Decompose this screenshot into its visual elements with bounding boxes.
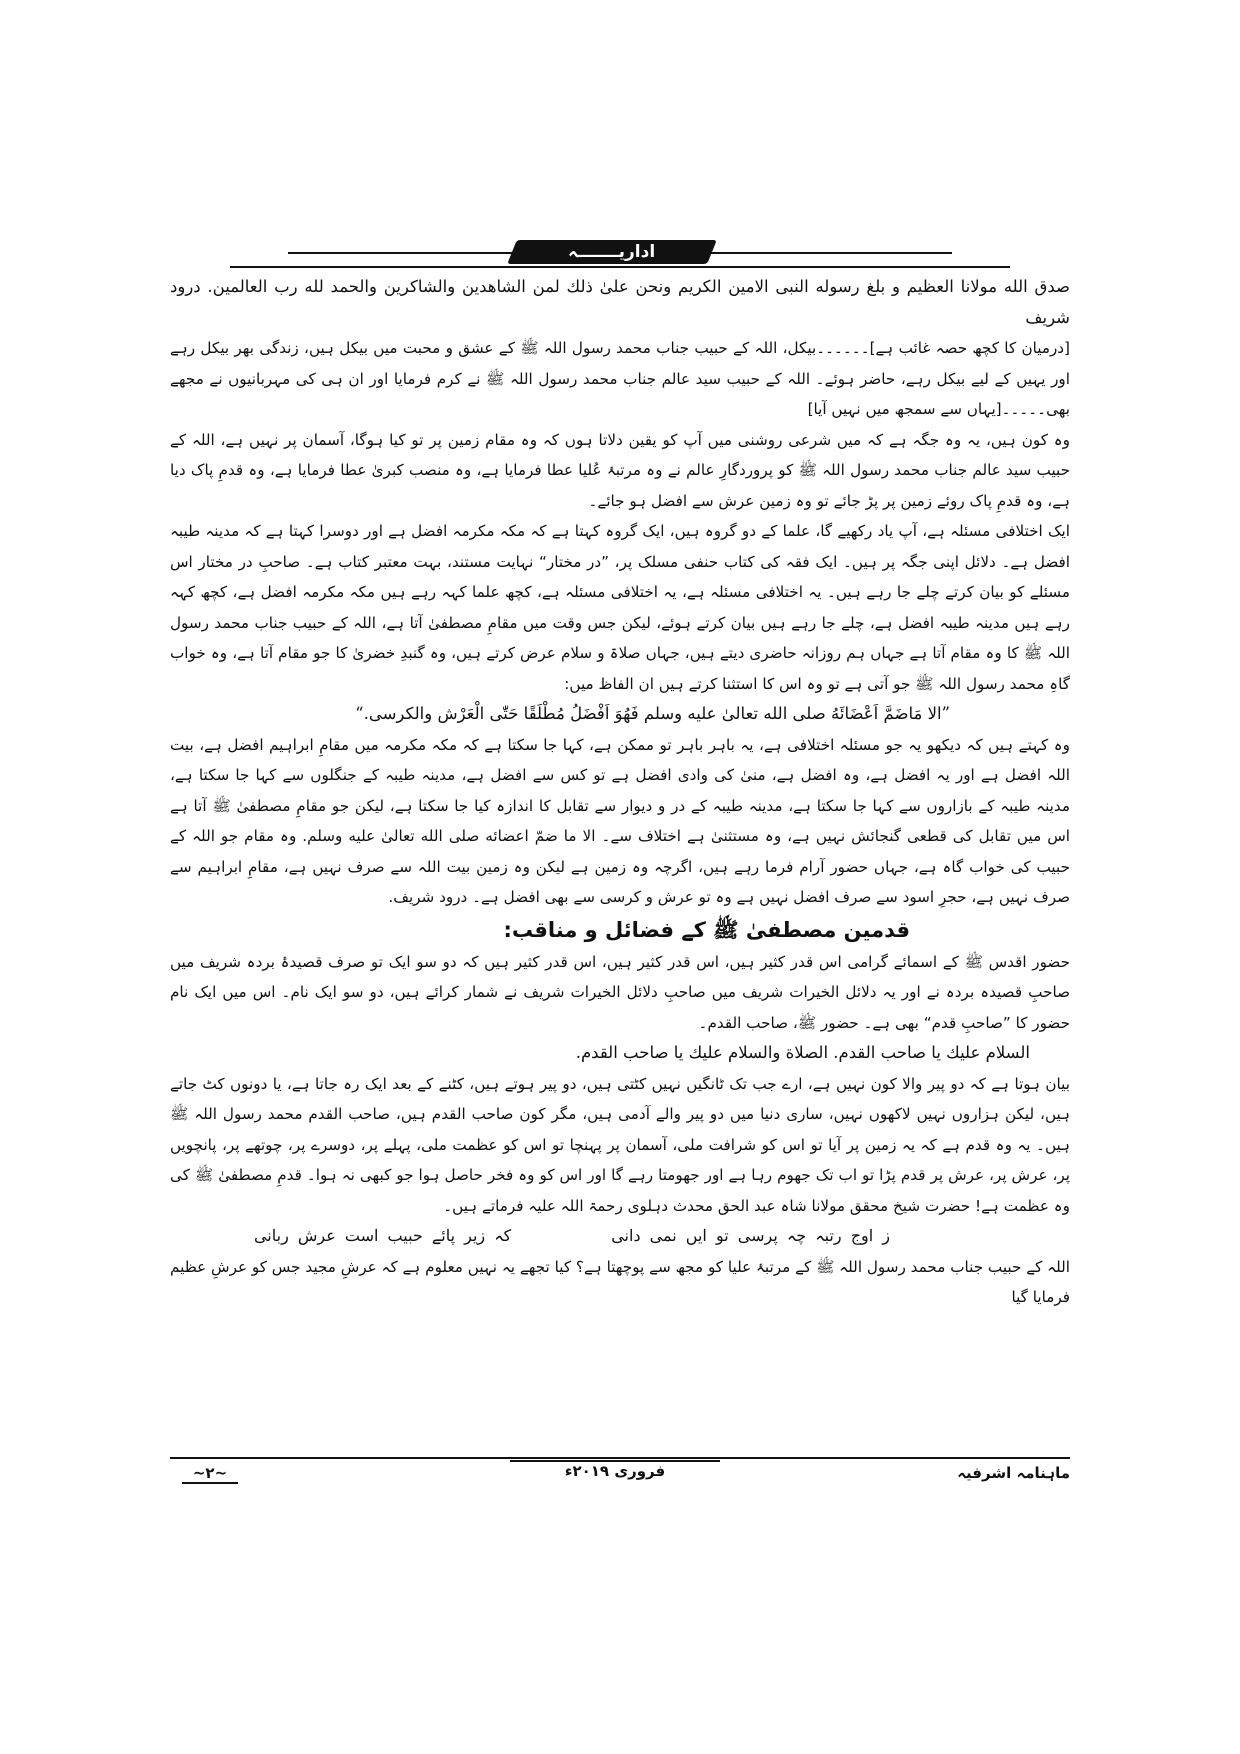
- header-rule-bottom: [230, 266, 1010, 268]
- magazine-page: [170, 242, 1070, 1488]
- couplet-second-hemistich: کہ زیر پائے حبیب است عرش ربانی: [253, 1226, 512, 1245]
- footer-rule: [170, 1457, 1070, 1459]
- section-heading: قدمین مصطفیٰ ﷺ کے فضائل و مناقب:: [503, 917, 910, 942]
- issue-date: فروری ۲۰۱۹ء: [510, 1460, 720, 1484]
- page-number: ~۲~: [182, 1464, 238, 1484]
- paragraph: وہ کون ہیں، یہ وہ جگہ ہے کہ میں شرعی روشنی میں آپ کو یقین دلاتا ہوں کہ وہ مقام زمین پر تو کیا ہوگا، آسمان پر نہیں ہے، اللہ کے حبیب سید عالم جناب محمد رسول اللہ ﷺ کو پروردگارِ عالم نے وہ مرتبۂ عُلیا عطا فرمایا ہے، وہ منصب کبریٰ عطا فرمایا ہے، وہ قدمِ پاک دیا ہے، وہ قدمِ پاک روئے زمین پر پڑ جائے تو وہ زمین عرش سے افضل ہو جائے۔: [170, 430, 1070, 510]
- paragraph: [درمیان کا کچھ حصہ غائب ہے]۔۔۔۔۔۔بیکل، اللہ کے حبیب جناب محمد رسول اللہ ﷺ کے عشق و محبت میں بیکل ہیں، زندگی بھر بیکل رہے اور یہیں کے لیے بیکل رہے، حاضر ہوئے۔ اللہ کے حبیب سید عالم جناب محمد رسول اللہ ﷺ نے کرم فرمایا اور ان ہی کی مہربانیوں نے مجھے بھی۔۔۔۔۔[یہاں سے سمجھ میں نہیں آیا]: [170, 339, 1070, 418]
- paragraph: ایک اختلافی مسئلہ ہے، آپ یاد رکھیے گا، علما کے دو گروہ ہیں، ایک گروہ کہتا ہے کہ مکہ مکرمہ افضل ہے اور دوسرا کہتا ہے کہ مدینہ طیبہ افضل ہے۔ دلائل اپنی جگہ پر ہیں۔ ایک فقہ کی کتاب حنفی مسلک پر، ”در مختار“ نہایت مستند، بہت معتبر کتاب ہے۔ صاحبِ در مختار اس مسئلے کو بیان کرتے چلے جا رہے ہیں۔ یہ اختلافی مسئلہ ہے، یہ اختلافی مسئلہ ہے، کچھ علما کہہ رہے ہیں مکہ مکرمہ افضل ہے، کچھ کہہ رہے ہیں مدینہ طیبہ افضل ہے، چلے جا رہے ہیں بیان کرتے ہوئے، لیکن جس وقت میں مقامِ مصطفیٰ آتا ہے، اللہ کے حبیب جناب محمد رسول اللہ ﷺ کا وہ مقام آتا ہے جہاں ہم روزانہ حاضری دیتے ہیں، جہاں صلاۃ و سلام عرض کرتے ہیں، وہ گنبدِ خضریٰ کا جو مقام آتا ہے، وہ خواب گاہِ محمد رسول اللہ ﷺ جو آتی ہے تو وہ اس کا استثنا کرتے ہیں ان الفاظ میں:: [170, 522, 1070, 693]
- section-badge: اداریـــــــہ: [507, 240, 717, 264]
- article-body: [170, 272, 1070, 1313]
- couplet-first-hemistich: ز اوج رتبہ چہ پرسی تو ایں نمی دانی: [611, 1226, 890, 1245]
- paragraph: حضور اقدس ﷺ کے اسمائے گرامی اس قدر کثیر ہیں، اس قدر کثیر ہیں، اس قدر کثیر ہیں کہ دو سو ایک تو صرف قصیدۂ بردہ شریف میں صاحبِ قصیدہ بردہ نے اور یہ دلائل الخیرات شریف میں صاحبِ دلائل الخیرات شریف نے شمار کرائے ہیں، دو سو ایک نام۔ اس میں ایک نام حضور کا ”صاحبِ قدم“ بھی ہے۔ حضور ﷺ، صاحب القدم۔: [170, 952, 1070, 1032]
- page-footer: [170, 1464, 1070, 1488]
- persian-couplet: [170, 1221, 1070, 1252]
- arabic-quote: ”الا مَاضَمَّ اَعْضَائَهُ صلی الله تعالیٰ علیه وسلم فَهُوَ اَفْضَلُ مُطْلَقًا حَتّٰی الْعَرْش والکرسی.“: [355, 704, 950, 723]
- paragraph: بیان ہوتا ہے کہ دو پیر والا کون نہیں ہے، ارے جب تک ٹانگیں نہیں کٹتی ہیں، دو پیر ہوتے ہیں، کٹنے کے بعد ایک رہ جاتا ہے، یا دونوں کٹ جاتے ہیں، لیکن ہزاروں نہیں لاکھوں نہیں، ساری دنیا میں دو پیر والے آدمی ہیں، مگر کون صاحب القدم ہیں، صاحب القدم محمد رسول اللہ ﷺ ہیں۔ یہ وہ قدم ہے کہ یہ زمین پر آیا تو اس کو شرافت ملی، آسمان پر پہنچا تو اس کو عظمت ملی، پہلے پر، دوسرے پر، چوتھے پر، پانچویں پر، عرش پر، عرش پر قدم پڑا تو اب تک جھوم رہا ہے اور جھومتا رہے گا اور اس کو وہ فخر حاصل ہوا جو کبھی نہ ہوا۔ قدمِ مصطفیٰ ﷺ کی وہ عظمت ہے! حضرت شیخ محقق مولانا شاہ عبد الحق محدث دہلوی رحمۃ اللہ علیہ فرماتے ہیں۔: [170, 1074, 1070, 1215]
- paragraph: اللہ کے حبیب جناب محمد رسول اللہ ﷺ کے مرتبۂ علیا کو مجھ سے پوچھتا ہے؟ کیا تجھے یہ نہیں معلوم ہے کہ عرشِ مجید جس کو عرشِ عظیم فرمایا گیا: [170, 1257, 1070, 1306]
- salam-line: السلام علیك یا صاحب القدم. الصلاة والسلام علیك یا صاحب القدم.: [575, 1043, 1030, 1062]
- paragraph: وہ کہتے ہیں کہ دیکھو یہ جو مسئلہ اختلافی ہے، یہ باہر باہر تو ممکن ہے، کہا جا سکتا ہے کہ مکہ مکرمہ میں مقامِ ابراہیم افضل ہے، بیت اللہ افضل ہے اور یہ افضل ہے، وہ افضل ہے، منیٰ کی وادی افضل ہے تو کس سے افضل ہے، مدینہ طیبہ کے جنگلوں سے کہا جا سکتا ہے، مدینہ طیبہ کے بازاروں سے کہا جا سکتا ہے، مدینہ طیبہ کے در و دیوار سے تقابل کا اندازہ کیا جا سکتا ہے، لیکن جو مقامِ مصطفیٰ ﷺ آتا ہے اس میں تقابل کی قطعی گنجائش نہیں ہے، وہ مستثنیٰ ہے اختلاف سے۔ الا ما ضمّ اعضائه صلی الله تعالیٰ علیه وسلم. وہ مقام جو اللہ کے حبیب کی خواب گاہ ہے، جہاں حضور آرام فرما رہے ہیں، اگرچہ وہ زمین ہے لیکن وہ زمین بیت اللہ سے صرف نہیں ہے، مقامِ ابراہیم سے صرف نہیں ہے، حجرِ اسود سے صرف افضل نہیں ہے وہ تو عرش و کرسی سے بھی افضل ہے۔ درود شریف.: [170, 735, 1070, 906]
- opening-arabic: صدق الله مولانا العظیم و بلغ رسوله النبی الامین الکریم ونحن علیٰ ذلك لمن الشاهدین والشاکرین والحمد لله رب العالمین. درود شریف: [170, 277, 1070, 327]
- publication-name: ماہنامہ اشرفیہ: [957, 1464, 1070, 1482]
